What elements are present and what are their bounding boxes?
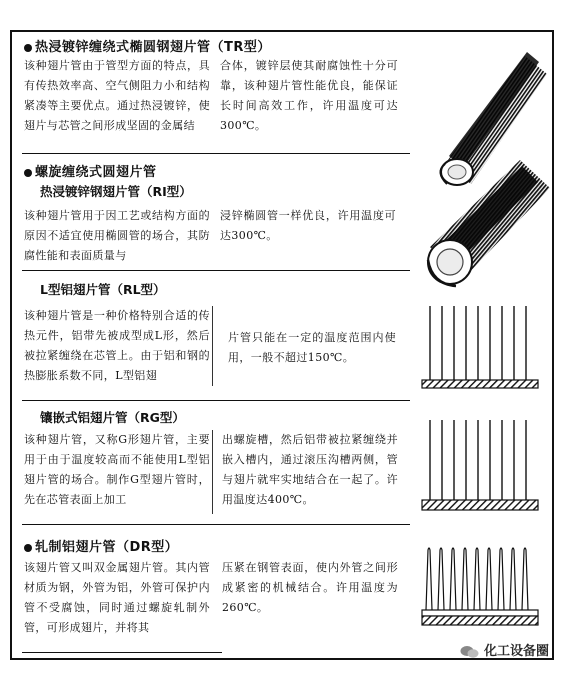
section-tr-right-text: 合体，镀锌层使其耐腐蚀性十分可靠，该种翅片管性能优良，能保证长时间高效工作，许用温度可达300℃。: [220, 59, 398, 132]
bullet-icon: [24, 544, 32, 552]
section-ri-heading: 热浸镀锌钢翅片管（RI型）: [40, 184, 192, 199]
bullet-icon: [24, 44, 32, 52]
column-rule: [212, 306, 213, 386]
section-rg-left-text: 该种翅片管，又称G形翅片管，主要用于由于温度较高而不能使用L型铝翅片管的场合。制作G型翅片管时，先在芯管表面上加工: [24, 433, 210, 506]
section-tr-heading-text: 热浸镀锌缠绕式椭圆钢翅片管（TR型）: [35, 40, 271, 55]
section-spiral-heading-text: 螺旋缠绕式圆翅片管: [35, 165, 157, 180]
watermark: [460, 640, 549, 659]
ri-fin-tube-figure: [412, 152, 552, 292]
rl-fin-profile-figure: [418, 296, 546, 406]
section-rl-left-text: 该种翅片管是一种价格特别合适的传热元件，铝带先被成型成L形，然后被拉紧缠绕在芯管上。由于铝和钢的热膨胀系数不同，L型铝翅: [24, 309, 210, 382]
section-divider: [22, 652, 222, 653]
watermark-text: 化工设备圈: [484, 644, 550, 659]
dr-fin-profile-figure: [418, 536, 546, 636]
bullet-icon: [24, 169, 32, 177]
section-tr-left-text: 该种翅片管由于管型方面的特点，具有传热效率高、空气侧阻力小和结构紧凑等主要优点。通过热浸镀锌，使翅片与芯管之间形成坚固的金属结: [24, 59, 210, 132]
section-rg-right-text: 出螺旋槽，然后铝带被拉紧缠绕并嵌入槽内，通过滚压沟槽两侧，管与翅片就牢实地结合在一起了。许用温度达400℃。: [222, 433, 398, 506]
section-divider: [22, 270, 410, 271]
section-rg-heading: 镶嵌式铝翅片管（RG型）: [40, 410, 185, 425]
section-spiral-heading: [24, 161, 157, 180]
wechat-icon: [460, 645, 480, 659]
section-dr-heading-text: 轧制铝翅片管（DR型）: [35, 540, 179, 555]
section-tr-heading: [24, 36, 271, 55]
section-rl-right-text: 片管只能在一定的温度范围内使用，一般不超过150℃。: [228, 331, 396, 364]
section-divider: [22, 400, 410, 401]
section-dr-left-text: 该翅片管又叫双金属翅片管。其内管材质为钢，外管为铝，外管可保护内管不受腐蚀，同时通过螺旋轧制外管，可形成翅片，并将其: [24, 561, 210, 634]
section-ri-left-text: 该种翅片管用于因工艺或结构方面的原因不适宜使用椭圆管的场合，其防腐性能和表面质量与: [24, 209, 210, 262]
section-divider: [22, 524, 410, 525]
section-dr-right-text: 压紧在钢管表面，使内外管之间形成紧密的机械结合。许用温度为260℃。: [222, 561, 398, 614]
rg-fin-profile-figure: [418, 412, 546, 522]
column-rule: [212, 430, 213, 514]
section-ri-right-text: 浸锌椭圆管一样优良，许用温度可达300℃。: [220, 209, 396, 242]
section-divider: [22, 153, 410, 154]
section-rl-heading: L型铝翅片管（RL型）: [40, 282, 166, 297]
section-dr-heading: [24, 536, 178, 555]
